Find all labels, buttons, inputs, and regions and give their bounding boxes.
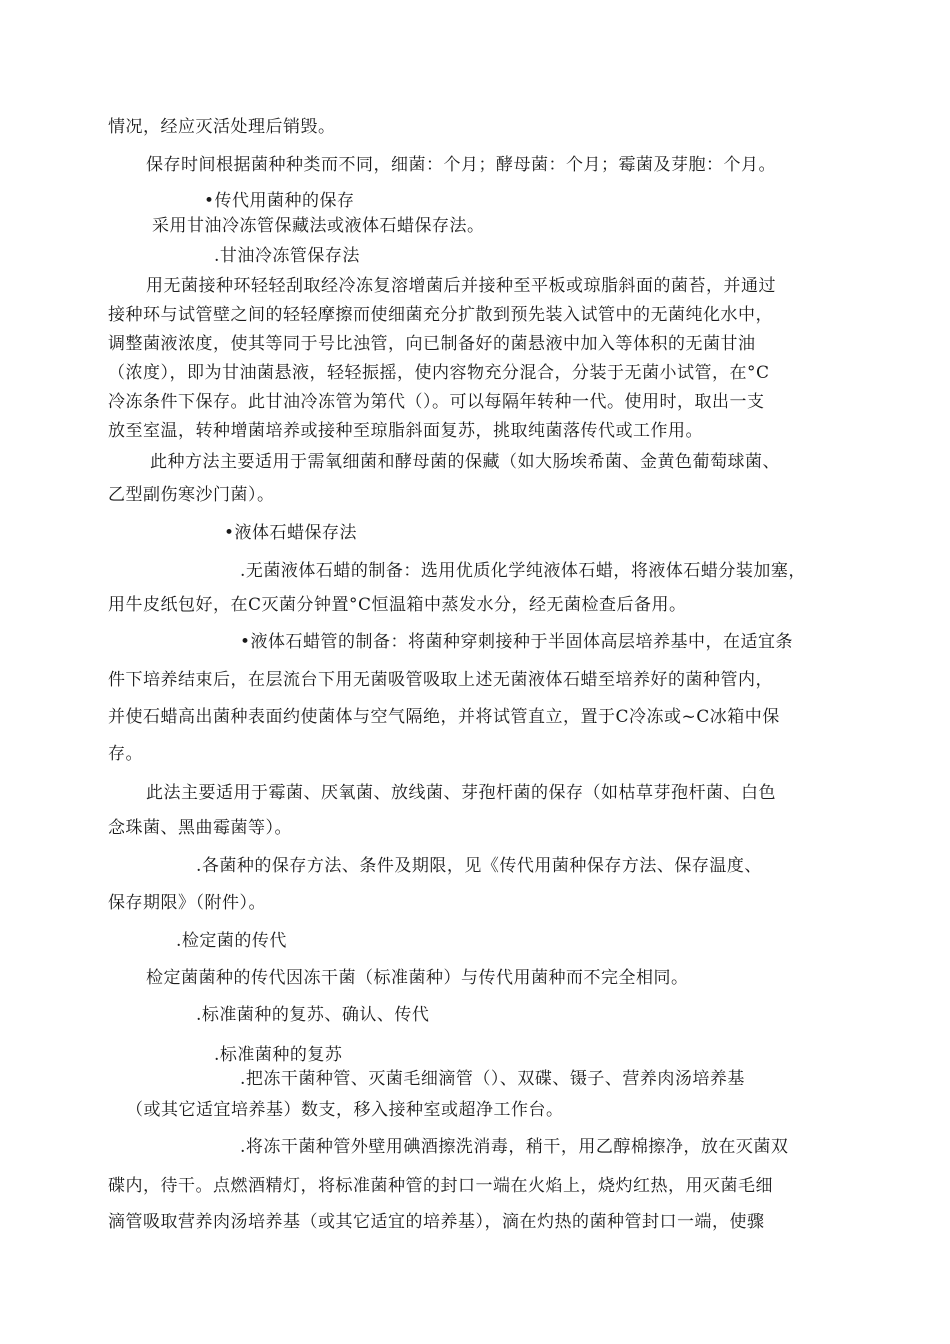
section-heading: •传代用菌种的保存 (204, 191, 355, 211)
text-line: 情况，经应灭活处理后销毁。 (108, 117, 336, 137)
text-line: 放至室温，转种增菌培养或接种至琼脂斜面复苏，挑取纯菌落传代或工作用。 (108, 421, 703, 441)
text-line: 调整菌液浓度，使其等同于号比浊管，向已制备好的菌悬液中加入等体积的无菌甘油 (108, 334, 756, 354)
text-line: （或其它适宜培养基）数支，移入接种室或超净工作台。 (126, 1100, 564, 1120)
text-line: 存。 (108, 744, 143, 764)
section-heading: .检定菌的传代 (176, 931, 287, 951)
text-line: 件下培养结束后，在层流台下用无菌吸管吸取上述无菌液体石蜡至培养好的菌种管内， (108, 670, 773, 690)
section-heading: .标准菌种的复苏、确认、传代 (196, 1005, 430, 1025)
section-heading: .甘油冷冻管保存法 (214, 246, 360, 266)
text-line: .无菌液体石蜡的制备：选用优质化学纯液体石蜡，将液体石蜡分装加塞， (240, 561, 806, 581)
text-line: 此法主要适用于霉菌、厌氧菌、放线菌、芽孢杆菌的保存（如枯草芽孢杆菌、白色 (146, 783, 776, 803)
text-line: 冷冻条件下保存。此甘油冷冻管为第代（）。可以每隔年转种一代。使用时，取出一支 (108, 392, 765, 412)
text-line: 碟内，待干。点燃酒精灯，将标准菌种管的封口一端在火焰上，烧灼红热，用灭菌毛细 (108, 1176, 773, 1196)
section-heading: •液体石蜡保存法 (224, 523, 358, 543)
text-line: 采用甘油冷冻管保藏法或液体石蜡保存法。 (152, 216, 485, 236)
text-line: .将冻干菌种管外壁用碘酒擦洗消毒，稍干，用乙醇棉擦净，放在灭菌双 (240, 1137, 789, 1157)
text-line: 滴管吸取营养肉汤培养基（或其它适宜的培养基），滴在灼热的菌种管封口一端，使骤 (108, 1212, 765, 1232)
text-line: •液体石蜡管的制备：将菌种穿刺接种于半固体高层培养基中，在适宜条 (240, 632, 794, 652)
text-line: 此种方法主要适用于需氧细菌和酵母菌的保藏（如大肠埃希菌、金黄色葡萄球菌、 (150, 452, 780, 472)
text-line: 念珠菌、黑曲霉菌等）。 (108, 818, 292, 838)
text-line: 用牛皮纸包好，在C灭菌分钟置°C恒温箱中蒸发水分，经无菌检查后备用。 (108, 595, 687, 615)
text-line: 接种环与试管壁之间的轻轻摩擦而使细菌充分扩散到预先装入试管中的无菌纯化水中， (108, 305, 773, 325)
text-line: 保存期限》（附件）。 (108, 893, 266, 913)
text-line: 用无菌接种环轻轻刮取经冷冻复溶增菌后并接种至平板或琼脂斜面的菌苔，并通过 (146, 276, 776, 296)
text-line: .各菌种的保存方法、条件及期限，见《传代用菌种保存方法、保存温度、 (196, 856, 762, 876)
text-line: 乙型副伤寒沙门菌）。 (108, 485, 275, 505)
text-line: 保存时间根据菌种种类而不同，细菌：个月；酵母菌：个月；霉菌及芽胞：个月。 (146, 155, 776, 175)
text-line: .把冻干菌种管、灭菌毛细滴管（）、双碟、镊子、营养肉汤培养基 (240, 1069, 745, 1089)
text-line: （浓度），即为甘油菌悬液，轻轻振摇，使内容物充分混合，分装于无菌小试管，在°C (108, 363, 770, 383)
text-line: 并使石蜡高出菌种表面约使菌体与空气隔绝，并将试管直立，置于C冷冻或~C冰箱中保 (108, 707, 780, 727)
section-heading: .标准菌种的复苏 (214, 1045, 343, 1065)
text-line: 检定菌菌种的传代因冻干菌（标准菌种）与传代用菌种而不完全相同。 (146, 968, 689, 988)
